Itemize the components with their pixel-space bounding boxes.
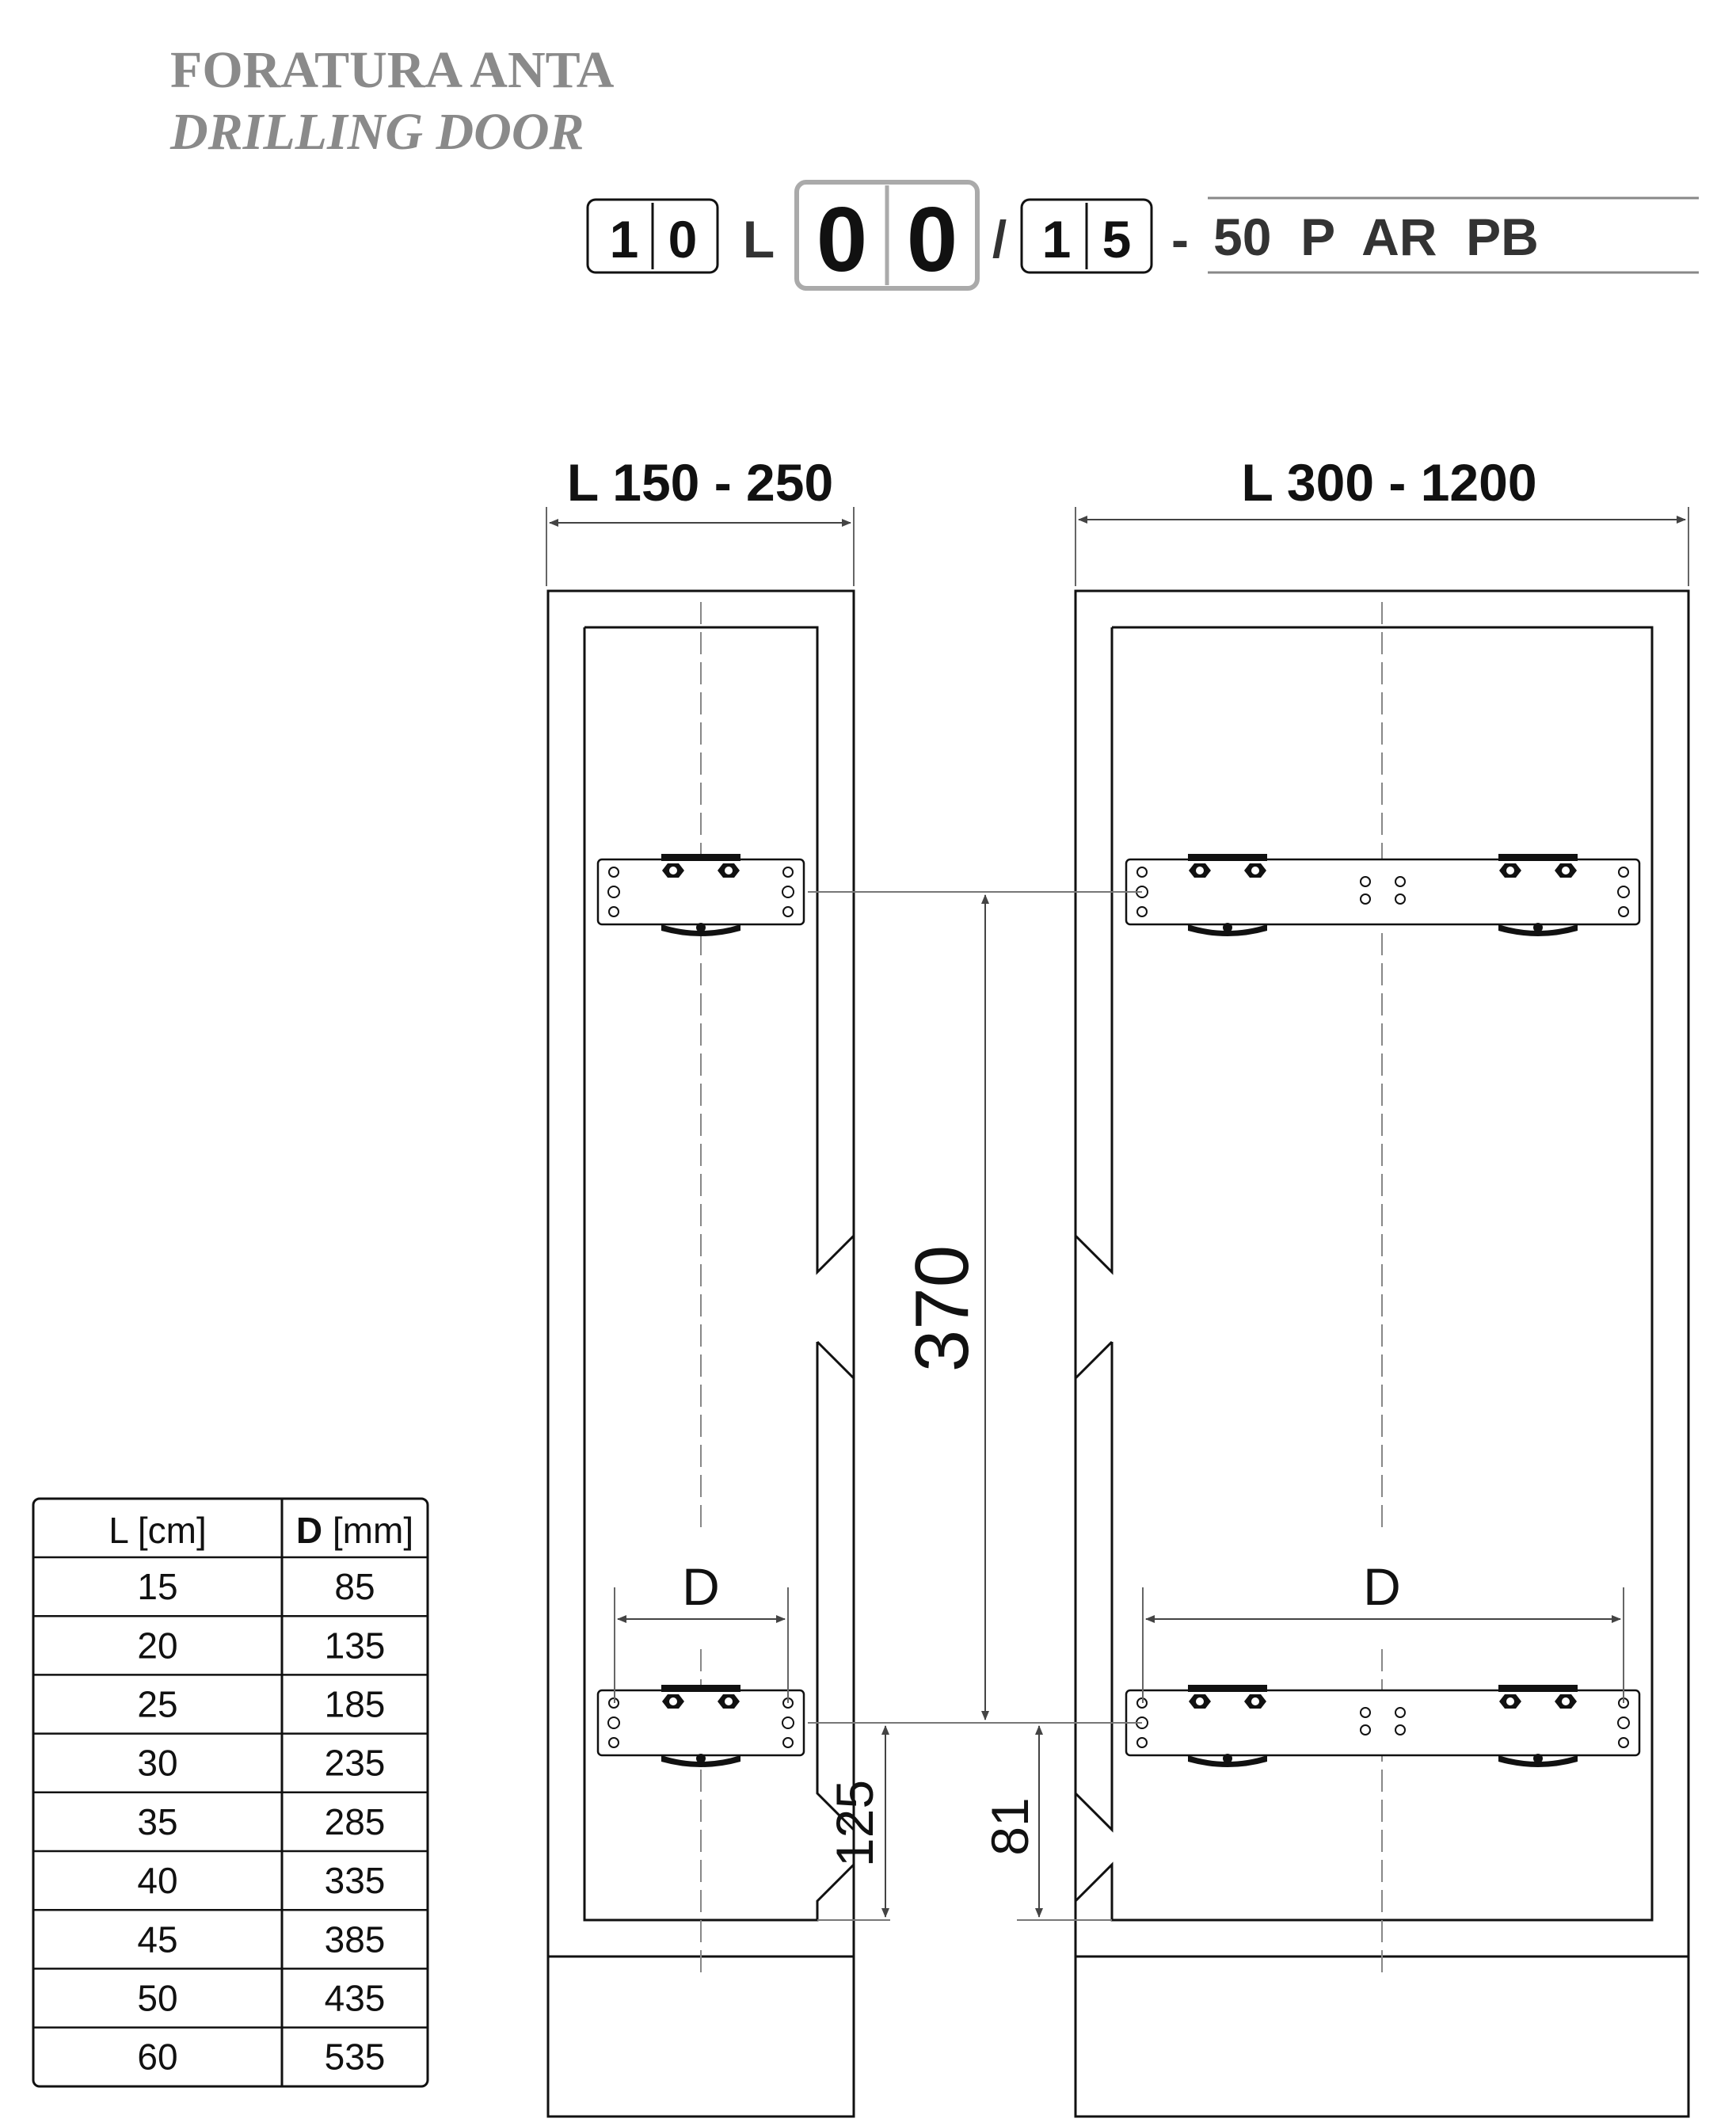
table-cell-d: 385 (324, 1918, 386, 1960)
table-cell-l: 50 (137, 1977, 178, 2019)
code-box-2-digit-2: 0 (906, 188, 958, 291)
wide-width-dimension (1075, 453, 1688, 586)
table-cell-l: 20 (137, 1625, 178, 1667)
table-cell-l: 30 (137, 1742, 178, 1784)
title-italian: FORATURA ANTA (170, 41, 615, 99)
table-cell-l: 15 (137, 1566, 178, 1608)
code-box-3-digit-2: 5 (1102, 210, 1132, 269)
table-cell-d: 535 (324, 2036, 386, 2078)
wide-bottom-bracket (1126, 1685, 1639, 1767)
narrow-width-label: L 150 - 250 (566, 453, 834, 512)
wide-d-label: D (1363, 1557, 1401, 1616)
narrow-d-label: D (682, 1557, 720, 1616)
narrow-panel (548, 591, 854, 2116)
wide-bottom-label: 81 (980, 1797, 1039, 1856)
table-cell-d: 335 (324, 1860, 386, 1902)
table-cell-d: 135 (324, 1625, 386, 1667)
narrow-bottom-bracket (598, 1685, 804, 1767)
dimension-table (33, 1499, 428, 2086)
wide-bottom-dimension (980, 1726, 1112, 1920)
narrow-top-bracket (598, 854, 804, 936)
table-header-l: L [cm] (108, 1510, 207, 1551)
code-box-2-digit-1: 0 (816, 188, 868, 291)
table-cell-d: 435 (324, 1977, 386, 2019)
code-letter: L (742, 210, 775, 269)
code-box-1-digit-2: 0 (668, 210, 698, 269)
table-cell-d: 285 (324, 1800, 386, 1842)
vertical-spacing-label: 370 (900, 1244, 984, 1373)
table-header-d: D [mm] (295, 1510, 414, 1551)
table-cell-d: 235 (324, 1742, 386, 1784)
code-dash: - (1171, 210, 1189, 269)
wide-panel (1075, 591, 1688, 2116)
narrow-bottom-label: 125 (825, 1779, 884, 1868)
wide-d-dimension (1143, 1557, 1624, 1703)
code-suffix: 50 P AR PB (1213, 208, 1539, 266)
code-box-1-digit-1: 1 (609, 210, 639, 269)
table-cell-l: 45 (137, 1918, 178, 1960)
wide-top-bracket (1126, 854, 1639, 936)
wide-width-label: L 300 - 1200 (1241, 453, 1537, 512)
title-english: DRILLING DOOR (170, 103, 584, 161)
table-cell-l: 35 (137, 1800, 178, 1842)
table-cell-l: 25 (137, 1683, 178, 1725)
code-slash: / (992, 210, 1007, 269)
code-box-3-digit-1: 1 (1041, 210, 1072, 269)
table-cell-l: 60 (137, 2036, 178, 2078)
table-cell-l: 40 (137, 1860, 178, 1902)
table-cell-d: 185 (324, 1683, 386, 1725)
product-code (588, 182, 1699, 291)
table-cell-d: 85 (334, 1566, 375, 1608)
narrow-width-dimension (546, 453, 854, 586)
vertical-spacing-dimension (900, 895, 985, 1720)
